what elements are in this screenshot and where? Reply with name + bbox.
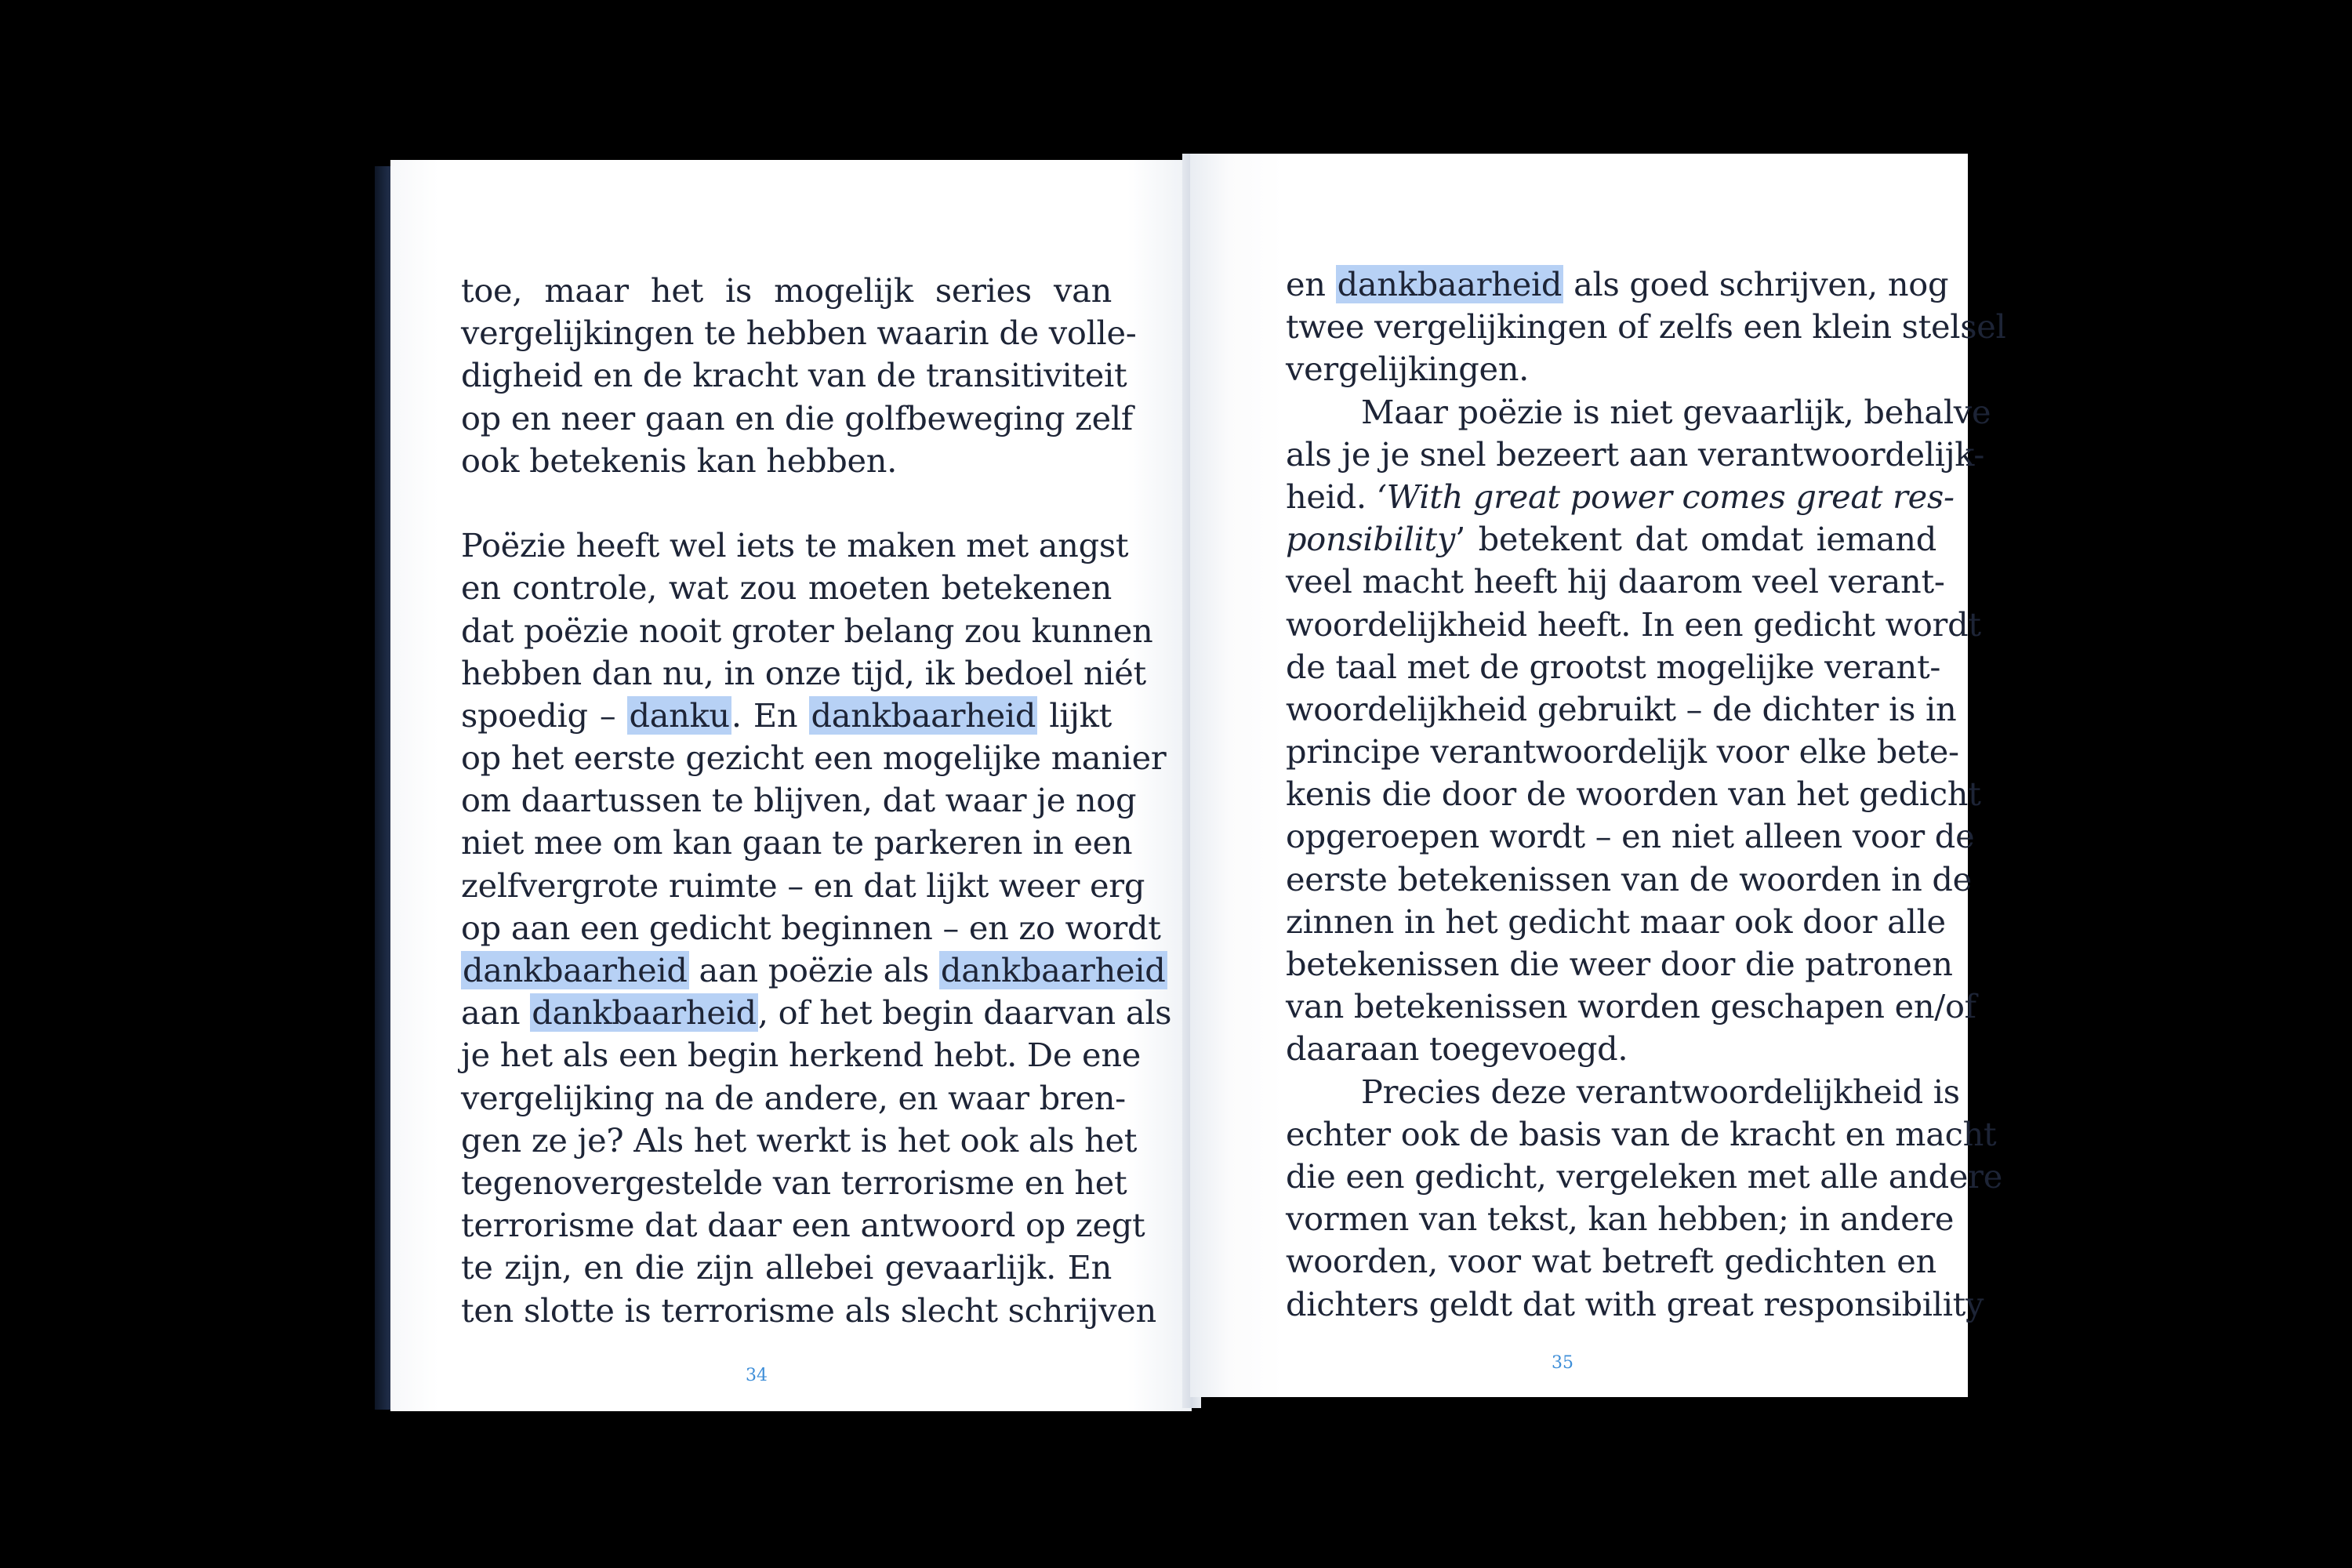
- open-book: [375, 149, 2006, 1403]
- text-line: digheid en de kracht van de transitiviteit: [461, 356, 1127, 395]
- text-line: vergelijkingen.: [1286, 350, 1530, 389]
- text-line: van betekenissen worden geschapen en/of: [1286, 987, 1976, 1026]
- text-fragment: lijkt: [1037, 695, 1112, 735]
- left-page: [390, 160, 1192, 1411]
- text-line: zinnen in het gedicht maar ook door alle: [1286, 902, 1946, 941]
- text-line: niet mee om kan gaan te parkeren in een: [461, 823, 1133, 862]
- text-line: woordelijkheid gebruikt – de dichter is in: [1286, 689, 1957, 728]
- page-number: 34: [746, 1366, 768, 1385]
- text-line: op het eerste gezicht een mogelijke manier: [461, 739, 1167, 778]
- text-line: ten slotte is terrorisme als slecht schrijven: [461, 1290, 1156, 1330]
- text-line: als je je snel bezeert aan verantwoordelijk-: [1286, 434, 1985, 474]
- text-line: ook betekenis kan hebben.: [461, 441, 898, 480]
- text-line: Maar poëzie is niet gevaarlijk, behalve: [1361, 392, 1991, 431]
- text-line: Poëzie heeft wel iets te maken met angst: [461, 526, 1129, 565]
- text-line: hebben dan nu, in onze tijd, ik bedoel niét: [461, 653, 1146, 692]
- text-line: gen ze je? Als het werkt is het ook als het: [461, 1120, 1138, 1160]
- text-line: [1286, 476, 1955, 518]
- page-number: 35: [1552, 1353, 1573, 1373]
- text-line: en controle, wat zou moeten betekenen: [461, 568, 1112, 608]
- text-line: vergelijkingen te hebben waarin de volle-: [461, 314, 1137, 353]
- highlighted-word: dankbaarheid: [811, 695, 1036, 735]
- left-page-body: [461, 270, 1172, 1332]
- text-line: de taal met de grootst mogelijke verant-: [1286, 647, 1941, 686]
- text-line: principe verantwoordelijk voor elke bete-: [1286, 732, 1959, 771]
- text-line: te zijn, en die zijn allebei gevaarlijk. En: [461, 1248, 1112, 1287]
- text-fragment: aan: [461, 993, 531, 1033]
- text-line: woorden, voor wat betreft gedichten en: [1286, 1242, 1936, 1281]
- text-line: daaraan toegevoegd.: [1286, 1029, 1628, 1069]
- right-page: [1190, 154, 2006, 1397]
- text-fragment: . En: [731, 695, 810, 735]
- text-line: terrorisme dat daar een antwoord op zegt: [461, 1206, 1145, 1245]
- text-line: vergelijking na de andere, en waar bren-: [461, 1078, 1126, 1117]
- text-line: twee vergelijkingen of zelfs een klein stelsel: [1286, 307, 2006, 347]
- text-line: op en neer gaan en die golfbeweging zelf: [461, 398, 1133, 437]
- text-line: [461, 949, 1166, 992]
- text-line: opgeroepen wordt – en niet alleen voor de: [1286, 817, 1975, 856]
- text-line: [461, 695, 1112, 737]
- text-line: betekenissen die weer door die patronen: [1286, 945, 1953, 983]
- text-line: [1286, 263, 1949, 306]
- text-line: [1286, 518, 1936, 561]
- text-line: veel macht heeft hij daarom veel verant-: [1286, 562, 1945, 601]
- text-fragment: ’ betekent dat omdat iemand: [1455, 520, 1936, 559]
- text-line: op aan een gedicht beginnen – en zo wordt: [461, 908, 1161, 947]
- text-fragment: aan poëzie als: [688, 951, 939, 989]
- text-fragment: spoedig –: [461, 695, 628, 735]
- highlighted-word: danku: [629, 695, 730, 735]
- text-line: die een gedicht, vergeleken met alle andere: [1286, 1156, 2002, 1196]
- highlighted-word: dankbaarheid: [463, 951, 688, 989]
- text-fragment: , of het begin daarvan als: [757, 993, 1172, 1033]
- highlighted-word: dankbaarheid: [532, 993, 757, 1033]
- text-line: echter ook de basis van de kracht en macht: [1286, 1114, 1997, 1153]
- paragraph-gap: [461, 482, 1112, 524]
- text-line: je het als een begin herkend hebt. De ene: [461, 1036, 1142, 1075]
- text-line: dichters geldt dat with great responsibility: [1286, 1284, 1984, 1323]
- text-line: dat poëzie nooit groter belang zou kunnen: [461, 611, 1153, 650]
- right-page-body: [1286, 263, 2006, 1326]
- text-line: zelfvergrote ruimte – en dat lijkt weer erg: [461, 866, 1145, 905]
- text-fragment: en: [1286, 265, 1336, 303]
- text-line: Precies deze verantwoordelijkheid is: [1361, 1072, 1960, 1111]
- text-line: [461, 992, 1172, 1034]
- text-line: toe, maar het is mogelijk series van: [461, 271, 1112, 310]
- highlighted-word: dankbaarheid: [1337, 265, 1563, 303]
- text-line: kenis die door de woorden van het gedicht: [1286, 775, 1981, 814]
- text-line: woordelijkheid heeft. In een gedicht wordt: [1286, 604, 1981, 644]
- text-fragment: heid.: [1286, 477, 1377, 516]
- text-line: vormen van tekst, kan hebben; in andere: [1286, 1200, 1955, 1239]
- text-fragment: als goed schrijven, nog: [1563, 265, 1949, 303]
- text-line: om daartussen te blijven, dat waar je nog: [461, 781, 1137, 820]
- italic-quote: ponsibility: [1286, 520, 1456, 559]
- highlighted-word: dankbaarheid: [940, 951, 1166, 989]
- italic-quote: ‘With great power comes great res-: [1376, 477, 1955, 516]
- text-line: tegenovergestelde van terrorisme en het: [461, 1163, 1127, 1202]
- text-line: eerste betekenissen van de woorden in de: [1286, 859, 1972, 898]
